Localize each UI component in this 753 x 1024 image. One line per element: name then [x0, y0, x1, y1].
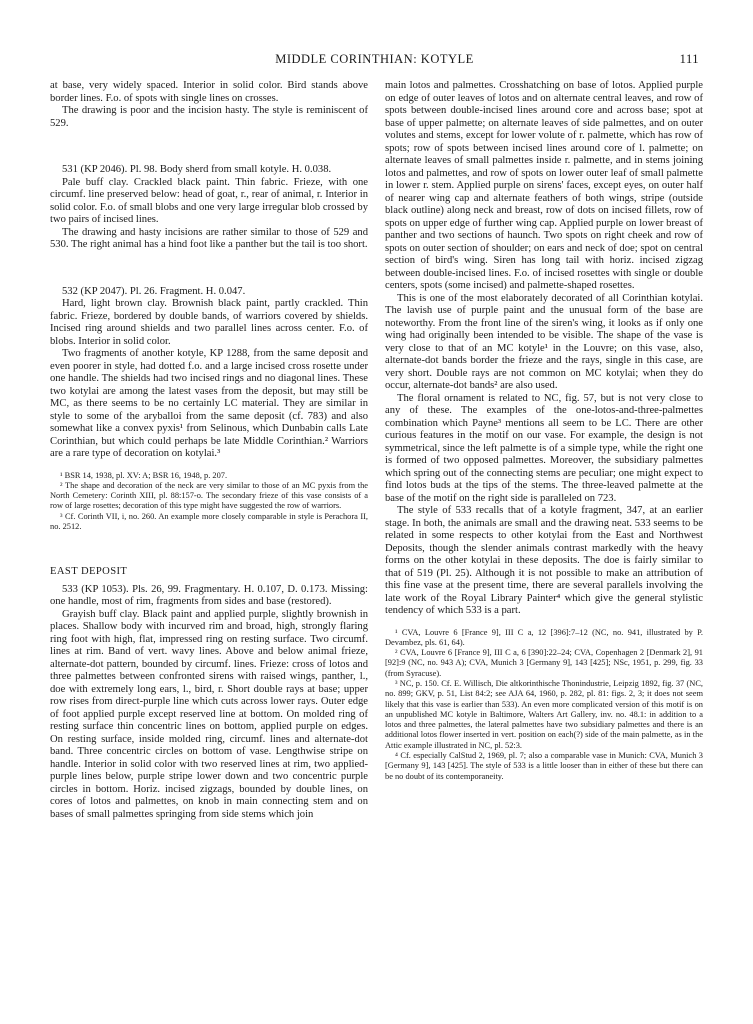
section-heading: EAST DEPOSIT: [50, 566, 128, 578]
footnote-2: ² CVA, Louvre 6 [France 9], III C a, 6 [390]:22–24; CVA, Copenhagen 2 [Denmark 2], 91 [92]:9 (NC, no. 943 A); CVA, Munich 3 [Germany 9], 143 [425]; NSc, 1951, p. 299, fig. 33 (from Syracuse).: [385, 648, 703, 678]
catalog-entry-531-description: Pale buff clay. Crackled black paint. Thin fabric. Frieze, with one circumf. line preserved below: head of goat, r., rear of animal, r. Interior in solid color. F.o. of small blobs and one very large irregular blob crossed by two pairs of incised lines.: [50, 176, 368, 225]
paragraph: The style of 533 recalls that of a kotyle fragment, 347, at an earlier stage. In both, the animals are small and the drawing neat. 533 seems to be related in some respects to other kotylai from the East and Northwest Deposits, though the slender animals contrast markedly with the heavy forms on the other kotylai in these deposits. The doe is fairly similar to that of 519 (Pl. 25). Although it is not possible to make an attribution of this fine vase at the present time, there are several parallels involving the late work of the Royal Library Painter⁴ which give the general stylistic tendency of which 533 is a part.: [385, 505, 703, 616]
left-column: [50, 80, 368, 821]
footnote-4: ⁴ Cf. especially CalStud 2, 1969, pl. 7; also a comparable vase in Munich: CVA, Munich 3 [Germany 9], 143 [425]. The style of 533 is a little looser than in either of these but there can be no doubt of its contemporaneity.: [385, 751, 703, 781]
footnote-3: ³ Cf. Corinth VII, i, no. 260. An example more closely comparable in style is Perachora II, no. 2512.: [50, 511, 368, 531]
paragraph: The drawing is poor and the incision hasty. The style is reminiscent of 529.: [50, 105, 368, 129]
page-number: 111: [679, 52, 699, 66]
catalog-entry-531-heading: 531 (KP 2046). Pl. 98. Body sherd from small kotyle. H. 0.038.: [62, 164, 332, 175]
paragraph: The floral ornament is related to NC, fig. 57, but is not very close to any of these. The examples of the one-lotos-and-three-palmettes combination which Payne³ mentions all seem to be LC. There are other curious features in the motif on our vase. For example, the design is not symmetrical, since the left palmette is of a simple type, while the right one is formed of two opposed palmettes. Moreover, the subsidiary palmettes which spring out of the connecting stems are peculiar; one might expect to find lotos buds at the tips of the stems. The three-leaved palmette at the base of the motif on the right side is paralleled on 723.: [385, 392, 703, 504]
catalog-entry-532-heading: 532 (KP 2047). Pl. 26. Fragment. H. 0.047.: [62, 285, 246, 297]
footnote-2: ² The shape and decoration of the neck are very similar to those of an MC pyxis from the North Cemetery: Corinth XIII, pl. 88:157-o. The secondary frieze of this vase consists of a row of large rosettes; decoration of this type might have suggested the row of warriors.: [50, 480, 368, 511]
paragraph: at base, very widely spaced. Interior in solid color. Bird stands above border lines. F.o. of spots with single lines on crosses.: [50, 80, 368, 104]
footnote-3: ³ NC, p. 150. Cf. E. Willisch, Die altkorinthische Thonindustrie, Leipzig 1892, fig. 37 (NC, no. 899; GKV, p. 51, List 84:2; see AJA 64, 1960, p. 282, pl. 81: figs. 2, 3; it does not seem likely that this vase is earlier than 533). An even more complicated version of this motif is on an unpublished MC kotyle in Baltimore, Walters Art Gallery, inv. no. 48.1: in addition to a lotos and three palmettes, the lateral palmettes have two subsidiary palmettes and there is an additional lotos flower inserted in vert. position on each(?) side of the main palmette, as in the Attic example illustrated in NC, pl. 52:3.: [385, 678, 703, 750]
catalog-entry-532-description: Hard, light brown clay. Brownish black paint, partly crackled. Thin fabric. Frieze, bordered by double bands, of warriors covered by shields. Incised ring around shields and two parallel lines across center. F.o. of blobs. Interior in solid color.: [50, 298, 368, 347]
catalog-entry-531-comment: The drawing and hasty incisions are rather similar to those of 529 and 530. The right animal has a hind foot like a panther but the tail is too short.: [50, 226, 368, 250]
catalog-entry-533-heading: 533 (KP 1053). Pls. 26, 99. Fragmentary. H. 0.107, D. 0.173. Missing: one handle, most of rim, fragments from sides and base (restored).: [50, 583, 368, 608]
paragraph: This is one of the most elaborately decorated of all Corinthian kotylai. The lavish use of purple paint and the unusual form of the base are noteworthy. From the front line of the siren's wing, it looks as if only one wing had originally been intended to be visible. The shape of the vase is very close to that of an MC kotyle¹ in the Louvre; on this vase, also, alternate-dot bands border the frieze and the rays, single in this case, are very short. Double rays are not common on MC kotylai; when they do occur, alternate-dot bands² are also used.: [385, 292, 703, 391]
running-title: MIDDLE CORINTHIAN: KOTYLE: [275, 52, 474, 66]
footnote-1: ¹ CVA, Louvre 6 [France 9], III C a, 12 [396]:7–12 (NC, no. 941, illustrated by P. Devambez, pls. 61, 64).: [385, 627, 703, 647]
footnote-1: ¹ BSR 14, 1938, pl. XV: A; BSR 16, 1948, p. 207.: [60, 470, 228, 480]
right-column: [385, 80, 703, 782]
running-head: [50, 52, 699, 72]
catalog-entry-532-comment: Two fragments of another kotyle, KP 1288, from the same deposit and even poorer in style, had dotted f.o. and a large incised cross rosette under one handle. The shields had two incised rings and no diagonal lines. These two kotylai are among the latest vases from the deposit, but may still be MC, as there seems to be no certainly LC material. They are similar in style to some of the aryballoi from the same deposit (cf. 783) and also somewhat like a convex pyxis¹ from Selinous, which Dunbabin calls Late Corinthian, but which could perhaps be late Middle Corinthian.² Warriors are a rare type of decoration on kotylai.³: [50, 348, 368, 459]
paragraph: main lotos and palmettes. Crosshatching on base of lotos. Applied purple on edge of outer leaves of lotos and on alternate central leaves, and row of spots between double-incised lines around core and across base; spot at base of upper palmette; on alternate leaves of side palmettes, and on outer volutes and stems, except for lower volute of r. palmette, which has row of spots; row of spots between incised lines around core of l. palmette; on alternate leaves of small palmettes inside r. palmette, and in stems joining lotos and palmettes, and row of spots on lower outer leaf of small palmette in lower r. stem. Applied purple on sirens' faces, except eyes, on outer half of nearer wing cap and alternate feathers of both wings, stripe (outside black outline) along neck and breast, row of dots on incised fillets, row of spots on upper edge of further wing cap. Applied purple on lower breast of panther and two sections of haunch. Two spots on right cheek and row of spots on outer section of shoulder; on ears and neck of doe; spot on central section of bird's wing. Siren has long tail with horiz. incised zigzag between double-incised lines. F.o. of incised rosettes with single or double centers, spots (some incised) and palmette-shaped rosettes.: [385, 80, 703, 291]
catalog-entry-533-description: Grayish buff clay. Black paint and applied purple, slightly brownish in places. Shallow body with incurved rim and broad, high, strongly flaring ring foot with high, flat, impressed ring on resting surface. Two circumf. lines at rim. Band of vert. wavy lines. Above and below animal frieze, alternate-dot pattern, bounded by circumf. lines. Frieze: cross of lotos and three palmettes between confronted sirens with raised wings, panther, l., doe with extremely long ears, l., bird, r. Short double rays at base; upper row rises from direct-purple line which cuts across lower rays. Outer edge of foot applied purple except reserved line at bottom. On molded ring of resting surface thin concentric lines on bottom, applied purple on edges. On resting surface, inside molded ring, circumf. lines and alternate-dot band. Three concentric circles on bottom of vase. Lengthwise stripe on handle. Interior in solid color with two reserved lines at rim, two applied-purple lines below, purple stripe lower down and two concentric purple circles in bottom. Horiz. incised zigzags, bounded by double lines, on cores of lotos and palmettes, on knob in main connecting stem and on bases of small palmettes springing from side stems which join: [50, 608, 368, 820]
